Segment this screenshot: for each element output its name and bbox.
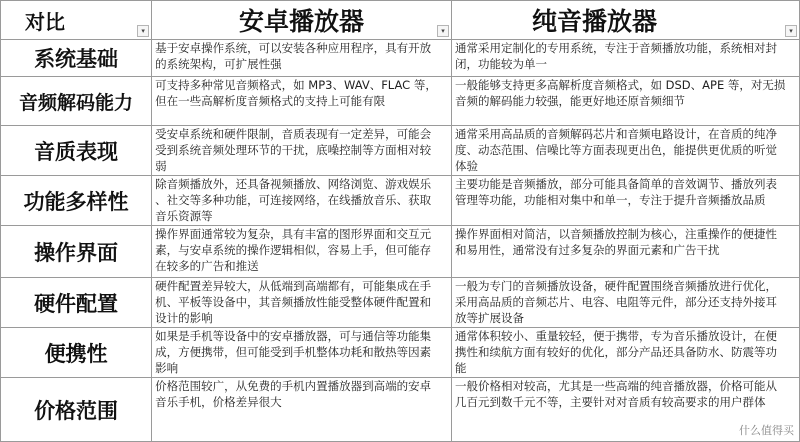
pure-cell: 一般价格相对较高，尤其是一些高端的纯音播放器，价格可能从 几百元到数千元不等，主要针对对音质有较高要求的用户群体 bbox=[452, 378, 800, 442]
pure-cell: 操作界面相对简洁，以音频播放控制为核心，注重操作的便捷性 和易用性，通常没有过多复杂的界面元素和广告干扰 bbox=[452, 226, 800, 278]
table-row bbox=[1, 226, 800, 278]
row-label: 功能多样性 bbox=[1, 176, 152, 226]
table-row bbox=[1, 278, 800, 328]
filter-dropdown-icon[interactable]: ▾ bbox=[437, 25, 449, 37]
filter-dropdown-icon[interactable]: ▾ bbox=[785, 25, 797, 37]
android-cell: 如果是手机等设备中的安卓播放器，可与通信等功能集 成，方便携带，但可能受到手机整体功耗和散热等因素 影响 bbox=[152, 328, 452, 378]
header-compare bbox=[1, 1, 152, 40]
watermark: 什么值得买 bbox=[739, 424, 794, 437]
android-cell: 除音频播放外，还具备视频播放、网络浏览、游戏娱乐 、社交等多种功能，可连接网络，在线播放音乐、获取 音乐资源等 bbox=[152, 176, 452, 226]
pure-cell: 主要功能是音频播放，部分可能具备简单的音效调节、播放列表 管理等功能，功能相对集中和单一，专注于提升音频播放品质 bbox=[452, 176, 800, 226]
header-compare-label: 对比 bbox=[25, 9, 65, 34]
pure-cell: 通常体积较小、重量较轻，便于携带，专为音乐播放设计，在便 携性和续航方面有较好的优化，部分产品还具备防水、防震等功 能 bbox=[452, 328, 800, 378]
header-row bbox=[1, 1, 800, 40]
row-label: 硬件配置 bbox=[1, 278, 152, 328]
android-cell: 操作界面通常较为复杂，具有丰富的图形界面和交互元 素，与安卓系统的操作逻辑相似，容易上手，但可能存 在较多的广告和推送 bbox=[152, 226, 452, 278]
android-cell: 价格范围较广，从免费的手机内置播放器到高端的安卓 音乐手机，价格差异很大 bbox=[152, 378, 452, 442]
pure-cell: 通常采用定制化的专用系统，专注于音频播放功能，系统相对封 闭，功能较为单一 bbox=[452, 40, 800, 77]
table-row bbox=[1, 378, 800, 442]
header-android-label: 安卓播放器 bbox=[239, 7, 365, 36]
header-pure-label: 纯音播放器 bbox=[532, 7, 658, 36]
header-android-player bbox=[152, 1, 452, 40]
row-label: 音质表现 bbox=[1, 126, 152, 176]
row-label: 操作界面 bbox=[1, 226, 152, 278]
pure-cell: 一般能够支持更多高解析度音频格式，如 DSD、APE 等，对无损 音频的解码能力较强，能更好地还原音频细节 bbox=[452, 77, 800, 126]
table-row bbox=[1, 328, 800, 378]
table-row bbox=[1, 77, 800, 126]
android-cell: 基于安卓操作系统，可以安装各种应用程序，具有开放 的系统架构，可扩展性强 bbox=[152, 40, 452, 77]
row-label: 系统基础 bbox=[1, 40, 152, 77]
android-cell: 可支持多种常见音频格式，如 MP3、WAV、FLAC 等， 但在一些高解析度音频格式的支持上可能有限 bbox=[152, 77, 452, 126]
header-pure-player bbox=[452, 1, 800, 40]
table-row bbox=[1, 126, 800, 176]
table-row bbox=[1, 176, 800, 226]
table-row bbox=[1, 40, 800, 77]
row-label: 便携性 bbox=[1, 328, 152, 378]
android-cell: 硬件配置差异较大，从低端到高端都有，可能集成在手 机、平板等设备中，其音频播放性能受整体硬件配置和 设计的影响 bbox=[152, 278, 452, 328]
row-label: 音频解码能力 bbox=[1, 77, 152, 126]
filter-dropdown-icon[interactable]: ▾ bbox=[137, 25, 149, 37]
android-cell: 受安卓系统和硬件限制，音质表现有一定差异，可能会 受到系统音频处理环节的干扰，底噪控制等方面相对较 弱 bbox=[152, 126, 452, 176]
pure-cell: 通常采用高品质的音频解码芯片和音频电路设计，在音质的纯净 度、动态范围、信噪比等方面表现更出色，能提供更优质的听觉 体验 bbox=[452, 126, 800, 176]
pure-cell: 一般为专门的音频播放设备，硬件配置围绕音频播放进行优化， 采用高品质的音频芯片、电容、电阻等元件，部分还支持外接耳 放等扩展设备 bbox=[452, 278, 800, 328]
row-label: 价格范围 bbox=[1, 378, 152, 442]
